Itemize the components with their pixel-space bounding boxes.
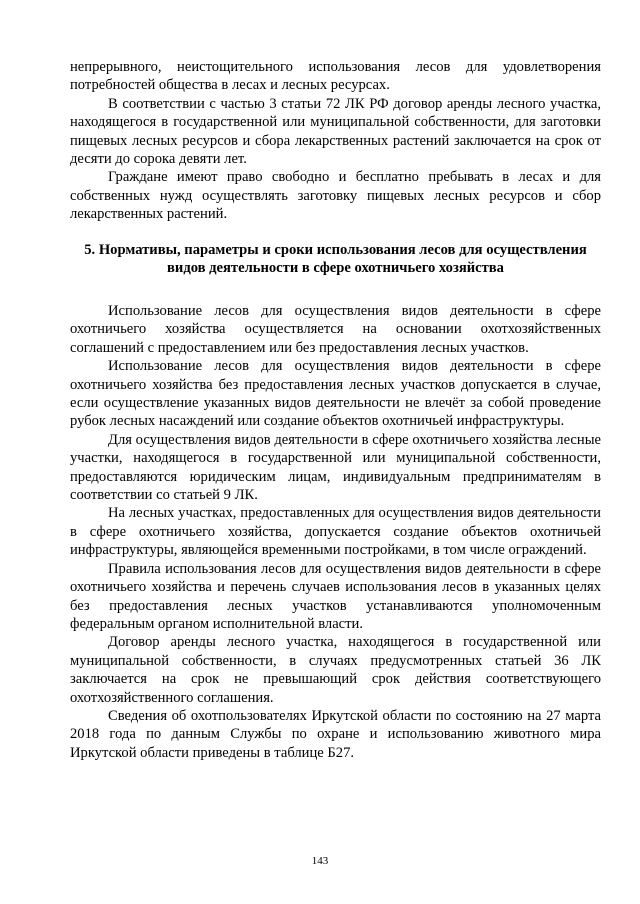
section-text-block <box>70 302 601 762</box>
paragraph-hunting-agreements: Использование лесов для осуществления видов деятельности в сфере охотничьего хозяйства осуществляется на основании охотхозяйственных соглашений с предоставлением или без предоставления лесных участков. <box>70 303 601 356</box>
paragraph-continuation: непрерывного, неистощительного использования лесов для удовлетворения потребностей общества в лесах и лесных ресурсах. <box>70 59 601 94</box>
section-heading-line-1: 5. Нормативы, параметры и сроки использования лесов для осуществления <box>84 242 587 258</box>
section-heading <box>70 241 601 278</box>
section-heading-line-2: видов деятельности в сфере охотничьего хозяйства <box>167 260 504 277</box>
paragraph-infrastructure: На лесных участках, предоставленных для осуществления видов деятельности в сфере охотничьего хозяйства, допускается создание объектов охотничьей инфраструктуры, являющейся временными постройками, в том числе ограждений. <box>70 505 601 559</box>
page-number: 143 <box>311 855 329 867</box>
paragraph-lease-agreement: Договор аренды лесного участка, находящегося в государственной или муниципальной собственности, в случаях предусмотренных статьей 36 ЛК заключается на срок не превышающий срок действия соответствующего охотхозяйственного соглашения. <box>70 634 601 706</box>
paragraph-plots-provided: Для осуществления видов деятельности в сфере охотничьего хозяйства лесные участки, находящегося в государственной или муниципальной собственности, предоставляются юридическим лицам, индивидуальным предпринимателям в соответствии со статьей 9 ЛК. <box>70 431 601 504</box>
paragraph-hunters-info: Сведения об охотпользователях Иркутской области по состоянию на 27 марта 2018 года по данным Службы по охране и использованию животного мира Иркутской области приведены в таблице Б27. <box>70 707 601 761</box>
paragraph-without-plots: Использование лесов для осуществления видов деятельности в сфере охотничьего хозяйства без предоставления лесных участков допускается в случае, если осуществление указанных видов деятельности не влечёт за собой проведение рубок лесных насаждений или создание объектов охотничьей инфраструктуры. <box>70 358 601 430</box>
top-text-block <box>70 58 601 224</box>
paragraph-citizens-rights: Граждане имеют право свободно и бесплатно пребывать в лесах и для собственных нужд осуществлять заготовку пищевых лесных ресурсов и сбор лекарственных растений. <box>70 169 601 223</box>
paragraph-rules: Правила использования лесов для осуществления видов деятельности в сфере охотничьего хозяйства и перечень случаев использования лесов в указанных целях без предоставления лесных участков устанавливаются уполномоченным федеральным органом исполнительной власти. <box>70 560 601 632</box>
paragraph-lease-term: В соответствии с частью 3 статьи 72 ЛК РФ договор аренды лесного участка, находящегося в государственной или муниципальной собственности, для заготовки пищевых лесных ресурсов и сбора лекарственных растений заключается на срок от десяти до сорока девяти лет. <box>70 95 601 168</box>
